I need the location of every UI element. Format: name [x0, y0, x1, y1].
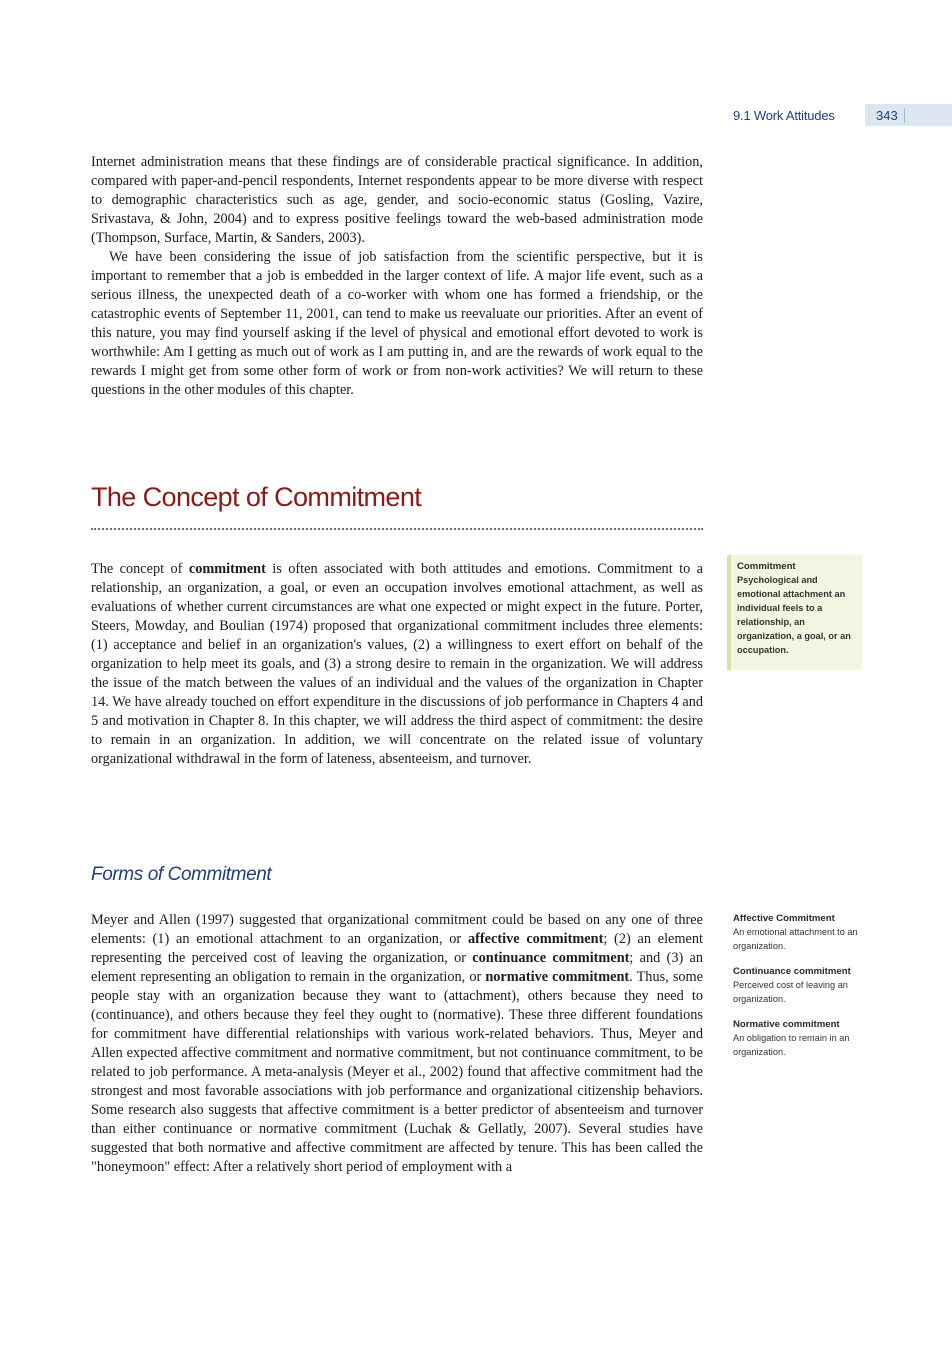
text-segment-1: Meyer and Allen (1997) suggested that organizational commitment could be based on any one of three elements: (1) an emotional attachment to an organization, or — [91, 912, 703, 947]
glossary-definition: An obligation to remain in an organization. — [733, 1033, 850, 1057]
glossary-sidebar-commitment — [727, 555, 862, 670]
glossary-definition: Perceived cost of leaving an organization. — [733, 980, 848, 1004]
glossary-definition: Psychological and emotional attachment an individual feels to a relationship, an organization, a goal, or an occupation. — [737, 575, 851, 655]
paragraph-forms-of-commitment — [91, 911, 703, 1177]
glossary-term: Commitment — [737, 561, 796, 572]
glossary-term: Affective Commitment — [733, 913, 835, 924]
section-heading-commitment: The Concept of Commitment — [91, 482, 422, 512]
forms-text-block — [91, 911, 703, 1177]
heading-divider — [91, 528, 703, 530]
text-intro: The concept of — [91, 561, 183, 577]
term-normative-commitment: normative commitment — [485, 969, 630, 985]
paragraph-job-satisfaction-context: We have been considering the issue of job satisfaction from the scientific perspective, but it is important to remember that a job is embedded in the larger context of life. A major life event, such as a serious illness, the unexpected death of a co-worker with whom one has formed a friendship, or the catastrophic events of September 11, 2001, can tend to make us reevaluate our priorities. After an event of this nature, you may find yourself asking if the level of physical and emotional effort devoted to work is worthwhile: Am I getting as much out of work as I am putting in, and are the rewards of work equal to the rewards I might get from some other form of work or from non-work activities? We will return to these questions in the other modules of this chapter. — [91, 249, 703, 398]
commitment-text-block — [91, 560, 703, 769]
glossary-term: Normative commitment — [733, 1019, 840, 1030]
text-segment-2: ; (2) an element representing the perceived cost of leaving the organization, or — [91, 931, 703, 966]
glossary-definition: An emotional attachment to an organization. — [733, 927, 858, 951]
top-text-block — [91, 153, 703, 400]
subsection-heading-forms: Forms of Commitment — [91, 864, 272, 885]
page-number — [865, 104, 952, 126]
paragraph-concept-of-commitment — [91, 560, 703, 769]
running-head: 9.1 Work Attitudes — [733, 108, 835, 123]
glossary-term: Continuance commitment — [733, 966, 851, 977]
term-commitment: commitment — [188, 561, 266, 577]
text-segment-4: . Thus, some people stay with an organization because they want to (attachment), others because they need to (continuance), and others because they feel they ought to (normative). These three different foundations for commitment have differential relationships with various work-related behaviors. Thus, Meyer and Allen expected affective commitment and normative commitment, but not continuance commitment, to be related to job performance. A meta-analysis (Meyer et al., 2002) found that affective commitment had the strongest and most favorable associations with job performance and organizational citizenship behaviors. Some research also suggests that affective commitment is a better predictor of absenteeism and turnover than either continuance or normative commitment (Luchak & Gellatly, 2007). Several studies have suggested that both normative and affective commitment are affected by tenure. This has been called the "honeymoon" effect: After a relatively short period of employment with a — [91, 969, 704, 1175]
paragraph-internet-administration: Internet administration means that these findings are of considerable practical significance. In addition, compared with paper-and-pencil respondents, Internet respondents appear to be more diverse with respect to demographic characteristics such as age, gender, and socio-economic status (Gosling, Vazire, Srivastava, & John, 2004) and to express positive feelings toward the web-based administration mode (Thompson, Surface, Martin, & Sanders, 2003). — [91, 154, 703, 246]
text-segment-3: ; and (3) an element representing an obligation to remain in the organization, or — [91, 950, 703, 985]
margin-glossary — [733, 912, 863, 1071]
text-rest: is often associated with both attitudes and emotions. Commitment to a relationship, an organization, a goal, or even an occupation involves emotional attachment, as well as evaluations of whether current circumstances are what one expected or might expect in the future. Porter, Steers, Mowday, and Boulian (1974) proposed that organizational commitment includes three elements: (1) acceptance and belief in an organization's values, (2) a willingness to exert effort on behalf of the organization to help meet its goals, and (3) a strong desire to remain in the organization. We will address the issue of the match between the values of an individual and the values of the organization in Chapter 14. We have already touched on effort expenditure in the discussions of job performance in Chapters 4 and 5 and motivation in Chapter 8. In this chapter, we will address the third aspect of commitment: the desire to remain in an organization. In addition, we will concentrate on the related issue of voluntary organizational withdrawal in the form of lateness, absenteeism, and turnover. — [91, 561, 703, 767]
page-number-value: 343 — [876, 108, 905, 123]
term-continuance-commitment: continuance commitment — [472, 950, 630, 966]
term-affective-commitment: affective commitment — [467, 931, 604, 947]
